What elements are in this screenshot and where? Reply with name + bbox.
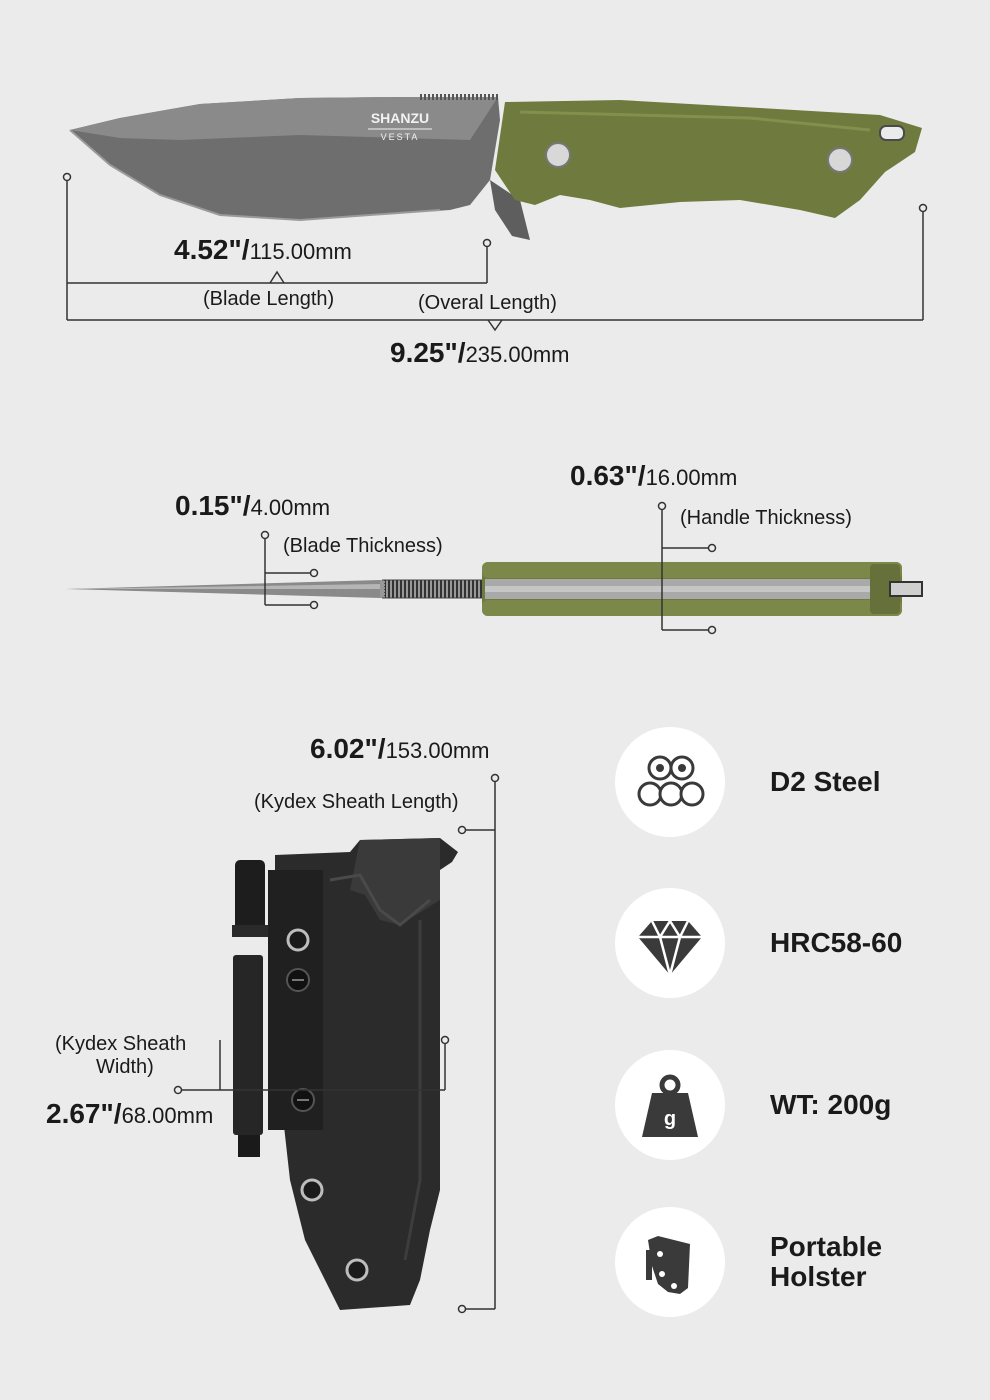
sheath-length-label: (Kydex Sheath Length) [254, 791, 459, 813]
svg-text:VESTA: VESTA [380, 132, 420, 142]
sheath-length-value: 6.02"/153.00mm [310, 733, 490, 764]
feature-weight-text: WT: 200g [770, 1089, 892, 1120]
knife-top-view [0, 460, 990, 660]
feature-hardness [615, 888, 975, 998]
sheath-width-value: 2.67"/68.00mm [46, 1098, 214, 1129]
svg-text:g: g [663, 1108, 677, 1130]
sheath-width-label-line1: (Kydex Sheath [55, 1033, 187, 1055]
feature-steel-text: D2 Steel [770, 766, 881, 797]
blade-length-value: 4.52"/115.00mm [174, 234, 352, 265]
diamond-icon [615, 888, 725, 998]
sheath-width-label-line2: Width) [96, 1056, 154, 1078]
overall-length-value: 9.25"/235.00mm [390, 337, 570, 368]
handle-thickness-value: 0.63"/16.00mm [570, 460, 738, 491]
feature-hardness-text: HRC58-60 [770, 927, 903, 958]
steel-bars-icon [615, 727, 725, 837]
blade-length-label: (Blade Length) [203, 288, 335, 310]
brand-logo: SHANZU [370, 110, 430, 126]
blade-thickness-value: 0.15"/4.00mm [175, 490, 331, 521]
feature-weight [615, 1050, 975, 1160]
overall-length-label: (Overal Length) [418, 292, 557, 314]
feature-holster [615, 1207, 975, 1317]
weight-icon [615, 1050, 725, 1160]
feature-holster-text: Portable Holster [770, 1231, 883, 1292]
blade-thickness-label: (Blade Thickness) [283, 535, 443, 557]
handle-thickness-label: (Handle Thickness) [680, 507, 852, 529]
holster-icon [615, 1207, 725, 1317]
feature-steel [615, 727, 975, 837]
